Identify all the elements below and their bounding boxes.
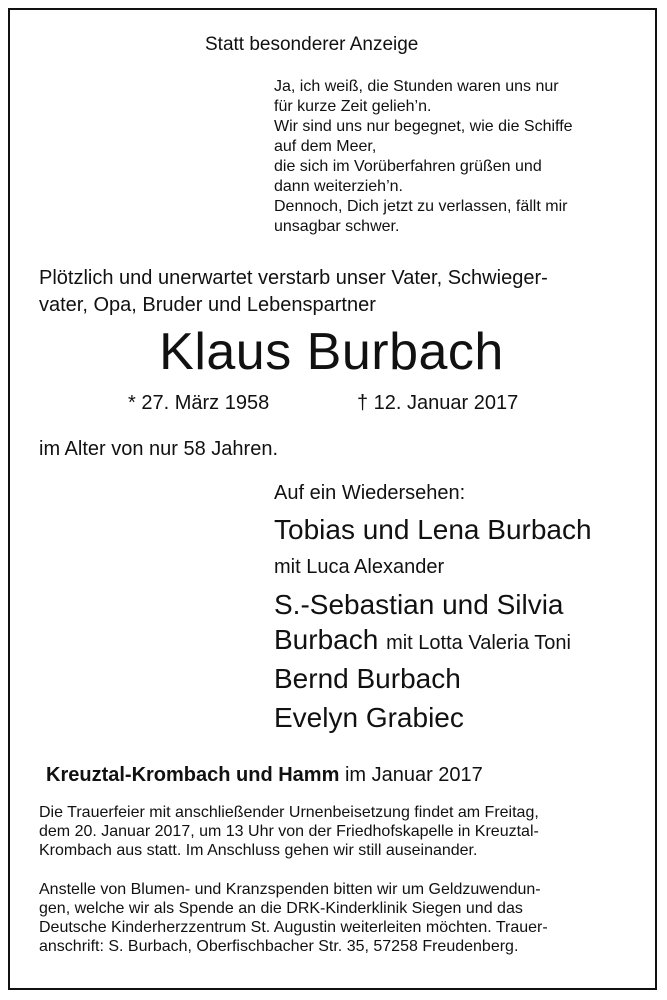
mourner-sub: mit Luca Alexander [274,556,445,578]
death-date: † 12. Januar 2017 [357,392,519,414]
poem-line: dann weiterzieh’n. [274,178,403,195]
mourner-name: Tobias und Lena Burbach [274,514,592,545]
funeral-line: dem 20. Januar 2017, um 13 Uhr von der Friedhofskapelle in Kreuztal- [39,823,539,840]
donation-info [39,880,548,956]
funeral-info [39,803,539,860]
age-line: im Alter von nur 58 Jahren. [39,438,279,460]
poem-line: unsagbar schwer. [274,218,400,235]
place-month: im Januar 2017 [344,764,483,786]
place-name: Kreuztal-Krombach und Hamm [46,764,340,786]
poem-line: auf dem Meer, [274,138,377,155]
birth-date: * 27. März 1958 [128,392,270,414]
mourner-name: Evelyn Grabiec [274,702,464,733]
poem-line: für kurze Zeit gelieh’n. [274,98,432,115]
poem [274,77,634,237]
donation-line: anschrift: S. Burbach, Oberfischbacher Str. 35, 57258 Freudenberg. [39,938,519,955]
intro-line: Statt besonderer Anzeige [205,34,419,55]
poem-line: Wir sind uns nur begegnet, wie die Schiffe [274,118,573,135]
donation-line: Deutsche Kinderherzzentrum St. Augustin weiterleiten möchten. Trauer- [39,919,548,936]
announcement [39,265,548,319]
mourners-heading: Auf ein Wiedersehen: [274,482,466,504]
mourner-name: Bernd Burbach [274,663,461,694]
mourner-name: S.-Sebastian und Silvia [274,589,564,620]
funeral-line: Krombach aus statt. Im Anschluss gehen wir still auseinander. [39,842,478,859]
mourner-name: Burbach [274,624,379,655]
funeral-line: Die Trauerfeier mit anschließender Urnenbeisetzung findet am Freitag, [39,804,539,821]
donation-line: Anstelle von Blumen- und Kranzspenden bitten wir um Geldzuwendun- [39,881,541,898]
donation-line: gen, welche wir als Spende an die DRK-Kinderklinik Siegen und das [39,900,523,917]
place-date [46,764,483,787]
poem-line: Ja, ich weiß, die Stunden waren uns nur [274,78,559,95]
poem-line: Dennoch, Dich jetzt zu verlassen, fällt mir [274,198,568,215]
mourner-sub: mit Lotta Valeria Toni [386,632,571,654]
mourner-line [274,624,571,656]
announcement-line: vater, Opa, Bruder und Lebenspartner [39,294,376,316]
announcement-line: Plötzlich und unerwartet verstarb unser Vater, Schwieger- [39,267,548,289]
poem-line: die sich im Vorüberfahren grüßen und [274,158,542,175]
deceased-name: Klaus Burbach [159,323,504,381]
